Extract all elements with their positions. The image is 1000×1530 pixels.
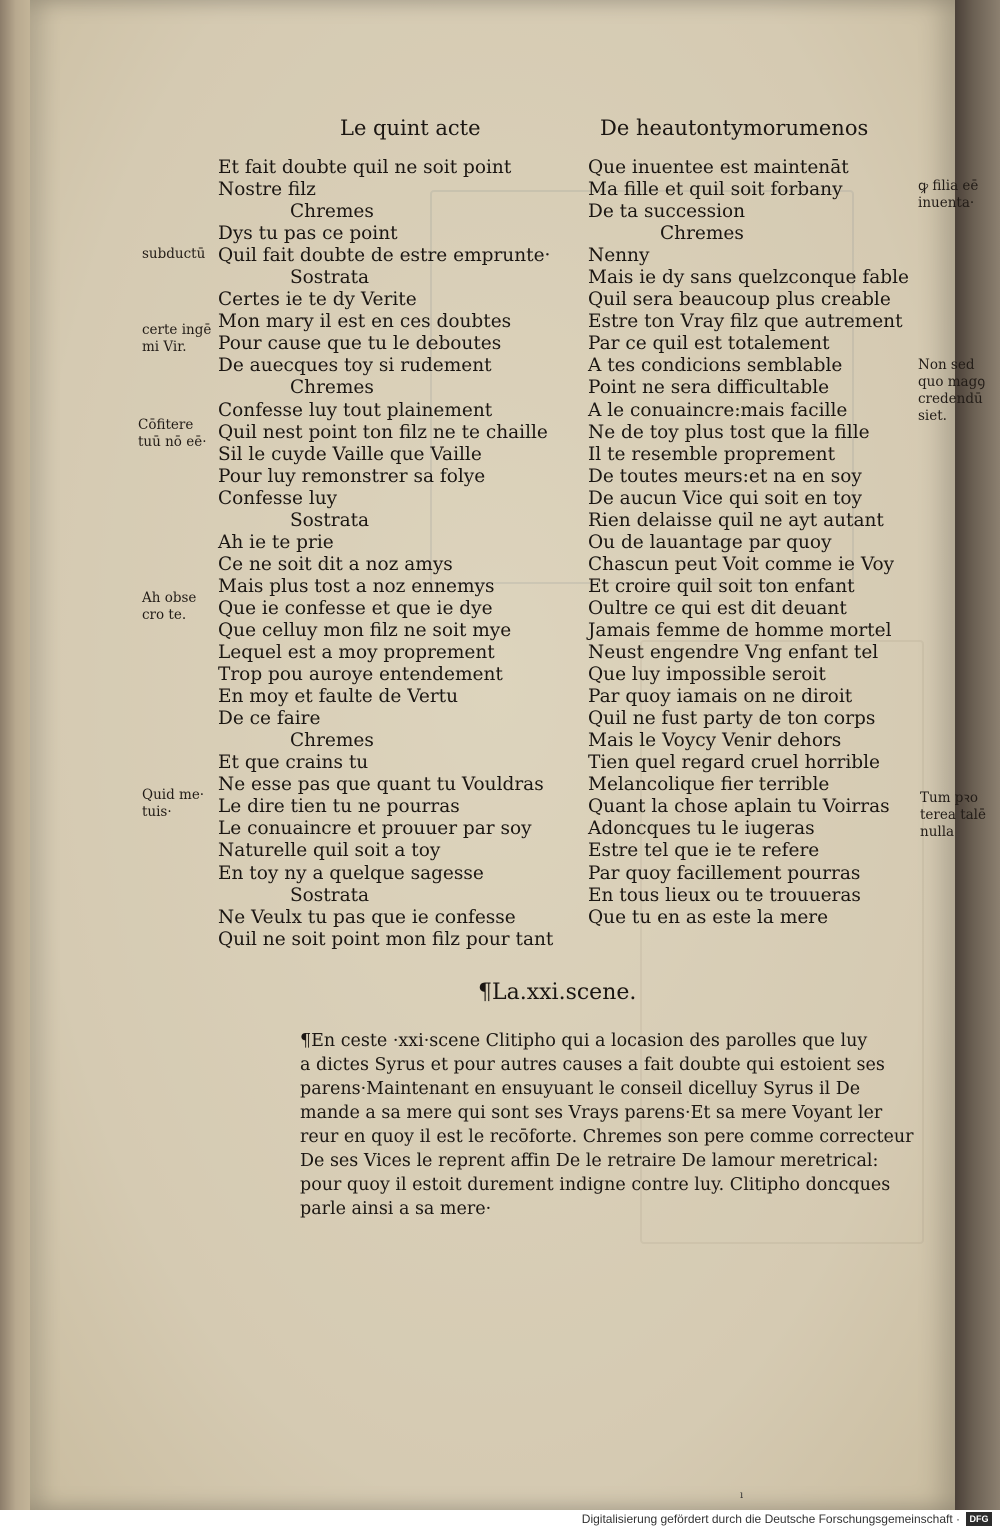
verse-line: Que luy impossible seroit <box>588 664 826 686</box>
paragraph-line: parle ainsi a sa mere· <box>300 1199 492 1219</box>
verse-line: Ah ie te prie <box>218 531 334 553</box>
verse-line: A tes condicions semblable <box>588 355 843 377</box>
verse-line: Ne esse pas que quant tu Vouldras <box>218 774 544 796</box>
verse-line: Confesse luy <box>218 487 338 509</box>
verse-line: Mais ie dy sans quelzconque fable <box>588 267 909 289</box>
verse-line: Certes ie te dy Verite <box>218 289 417 311</box>
verse-line: Quil nest point ton filz ne te chaille <box>218 421 548 443</box>
margin-note-line: quo magꝯ <box>918 374 986 390</box>
verse-line: Et fait doubte quil ne soit point <box>218 157 512 178</box>
speaker-name: Chremes <box>290 377 374 399</box>
verse-line: A le conuaincre:mais facille <box>588 399 848 421</box>
verse-line: Adoncques tu le iugeras <box>588 818 815 840</box>
left-margin-note <box>142 787 204 821</box>
left-text-column <box>218 157 553 951</box>
verse-line: Confesse luy tout plainement <box>218 399 493 421</box>
margin-note-line: Tum pꝛo <box>920 790 978 806</box>
left-margin-note <box>142 590 196 624</box>
running-header-right: De heautontymorumenos <box>600 116 869 140</box>
verse-line: Le dire tien tu ne pourras <box>218 796 460 818</box>
verse-line: Que tu en as este la mere <box>588 906 829 928</box>
margin-note-line: certe ingē <box>142 322 212 338</box>
paragraph-line: parens·Maintenant en ensuyuant le conseil dicelluy Syrus il De <box>300 1079 861 1099</box>
verse-line: De auecques toy si rudement <box>218 355 492 377</box>
verse-line: Pour luy remonstrer sa folye <box>218 465 486 487</box>
paragraph-line: reur en quoy il est le recōforte. Chremes son pere comme correcteur <box>300 1127 914 1147</box>
speaker-name: Sostrata <box>290 884 370 906</box>
margin-note-line: Ah obse <box>142 590 197 606</box>
verse-line: Par quoy iamais on ne diroit <box>588 686 853 708</box>
speaker-name: Sostrata <box>290 267 370 289</box>
verse-line: Dys tu pas ce point <box>218 223 398 245</box>
margin-note-line: credendū <box>918 391 983 407</box>
page-speck: ı <box>740 1490 744 1501</box>
scene-argument-paragraph <box>300 1029 914 1221</box>
margin-note-line: Non sed <box>918 357 975 373</box>
verse-line: En moy et faulte de Vertu <box>218 686 459 708</box>
verse-line: Lequel est a moy proprement <box>218 642 495 664</box>
verse-line: Que inuentee est maintenāt <box>588 157 849 178</box>
verse-line: Quil ne fust party de ton corps <box>588 708 876 730</box>
verse-line: Oultre ce qui est dit deuant <box>588 597 847 619</box>
speaker-name: Chremes <box>660 223 744 245</box>
verse-line: Il te resemble proprement <box>588 443 836 465</box>
scene-heading-text: La.xxi.scene. <box>492 980 637 1005</box>
verse-line: Mais le Voycy Venir dehors <box>588 730 842 752</box>
left-margin-note <box>142 246 205 263</box>
verse-line: Pour cause que tu le deboutes <box>218 333 502 355</box>
verse-line: Ce ne soit dit a noz amys <box>218 553 453 575</box>
verse-line: Que ie confesse et que ie dye <box>218 597 493 619</box>
verse-line: Et que crains tu <box>218 752 369 774</box>
verse-line: Ma fille et quil soit forbany <box>588 179 843 201</box>
paragraph-line: De ses Vices le reprent affin De le retraire De lamour meretrical: <box>300 1151 879 1171</box>
verse-line: Mais plus tost a noz ennemys <box>218 575 495 597</box>
speaker-name: Chremes <box>290 201 374 223</box>
margin-note-line: inuenta· <box>918 195 975 211</box>
verse-line: En toy ny a quelque sagesse <box>218 862 484 884</box>
verse-line: Tien quel regard cruel horrible <box>588 752 880 774</box>
margin-note-line: terea talē <box>920 807 986 823</box>
margin-note-line: Quid me· <box>142 787 205 803</box>
margin-note-line: tuū nō eē· <box>138 434 207 450</box>
verse-line: Par quoy facillement pourras <box>588 862 861 884</box>
verse-line: Ne Veulx tu pas que ie confesse <box>218 906 516 928</box>
margin-note-line: subductū <box>142 246 206 262</box>
verse-line: Trop pou auroye entendement <box>218 664 503 686</box>
verse-line: Nostre filz <box>218 179 316 201</box>
left-margin-note <box>142 322 211 356</box>
margin-note-line: nulla <box>920 824 955 840</box>
verse-line: Estre tel que ie te refere <box>588 840 820 862</box>
verse-line: De ta succession <box>588 201 746 223</box>
right-margin-note <box>918 357 985 425</box>
margin-note-line: ꝙ filia eē <box>918 178 979 194</box>
verse-line: Le conuaincre et prouuer par soy <box>218 818 532 840</box>
verse-line: Neust engendre Vng enfant tel <box>588 642 879 664</box>
verse-line: Quil fait doubte de estre emprunte· <box>218 245 551 267</box>
paragraph-line: pour quoy il estoit durement indigne contre luy. Clitipho doncques <box>300 1175 891 1195</box>
verse-line: Quil ne soit point mon filz pour tant <box>218 928 554 950</box>
verse-line: Melancolique fier terrible <box>588 774 830 796</box>
paragraph-line: mande a sa mere qui sont ses Vrays parens·Et sa mere Voyant ler <box>300 1103 883 1123</box>
dfg-logo: DFG <box>966 1512 992 1526</box>
verse-line: Estre ton Vray filz que autrement <box>588 311 903 333</box>
verse-line: Que celluy mon filz ne soit mye <box>218 619 512 641</box>
verse-line: Sil le cuyde Vaille que Vaille <box>218 443 482 465</box>
verse-line: Par ce quil est totalement <box>588 333 830 355</box>
right-margin-note <box>918 178 978 212</box>
margin-note-line: mi Vir. <box>142 339 187 355</box>
verse-line: De toutes meurs:et na en soy <box>588 465 862 487</box>
verse-line: Chascun peut Voit comme ie Voy <box>588 553 895 575</box>
margin-note-line: siet. <box>918 408 947 424</box>
verse-line: Et croire quil soit ton enfant <box>588 575 855 597</box>
verse-line: Naturelle quil soit a toy <box>218 840 441 862</box>
paragraph-mark-icon: ¶ <box>300 1031 312 1051</box>
verse-line: De aucun Vice qui soit en toy <box>588 487 863 509</box>
verse-line: En tous lieux ou te trouueras <box>588 884 861 906</box>
paragraph-line: a dictes Syrus et pour autres causes a fait doubte qui estoient ses <box>300 1055 885 1075</box>
verse-line: Mon mary il est en ces doubtes <box>218 311 512 333</box>
paragraph-mark-icon: ¶ <box>478 980 492 1005</box>
left-margin-note <box>138 417 207 451</box>
scene-heading <box>478 980 636 1005</box>
verse-line: Rien delaisse quil ne ayt autant <box>588 509 884 531</box>
margin-note-line: cro te. <box>142 607 187 623</box>
paragraph-line <box>300 1029 914 1053</box>
right-margin-note <box>920 790 986 841</box>
footer-credit: Digitalisierung gefördert durch die Deutsche Forschungsgemeinschaft · <box>581 1512 960 1526</box>
verse-line: Point ne sera difficultable <box>588 377 830 399</box>
verse-line: Quil sera beaucoup plus creable <box>588 289 891 311</box>
speaker-name: Chremes <box>290 730 374 752</box>
right-text-column <box>588 157 909 929</box>
verse-line: Quant la chose aplain tu Voirras <box>588 796 890 818</box>
speaker-name: Sostrata <box>290 509 370 531</box>
margin-note-line: tuis· <box>142 804 172 820</box>
verse-line: Ou de lauantage par quoy <box>588 531 832 553</box>
verse-line: Jamais femme de homme mortel <box>588 619 892 641</box>
verse-line: Ne de toy plus tost que la fille <box>588 421 870 443</box>
verse-line: De ce faire <box>218 708 321 730</box>
running-header-left: Le quint acte <box>340 116 481 140</box>
margin-note-line: Cōfitere <box>138 417 194 433</box>
book-gutter <box>955 0 1000 1510</box>
verse-line: Nenny <box>588 245 650 267</box>
paragraph-line-text: En ceste ·xxi·scene Clitipho qui a locasion des parolles que luy <box>311 1031 868 1051</box>
